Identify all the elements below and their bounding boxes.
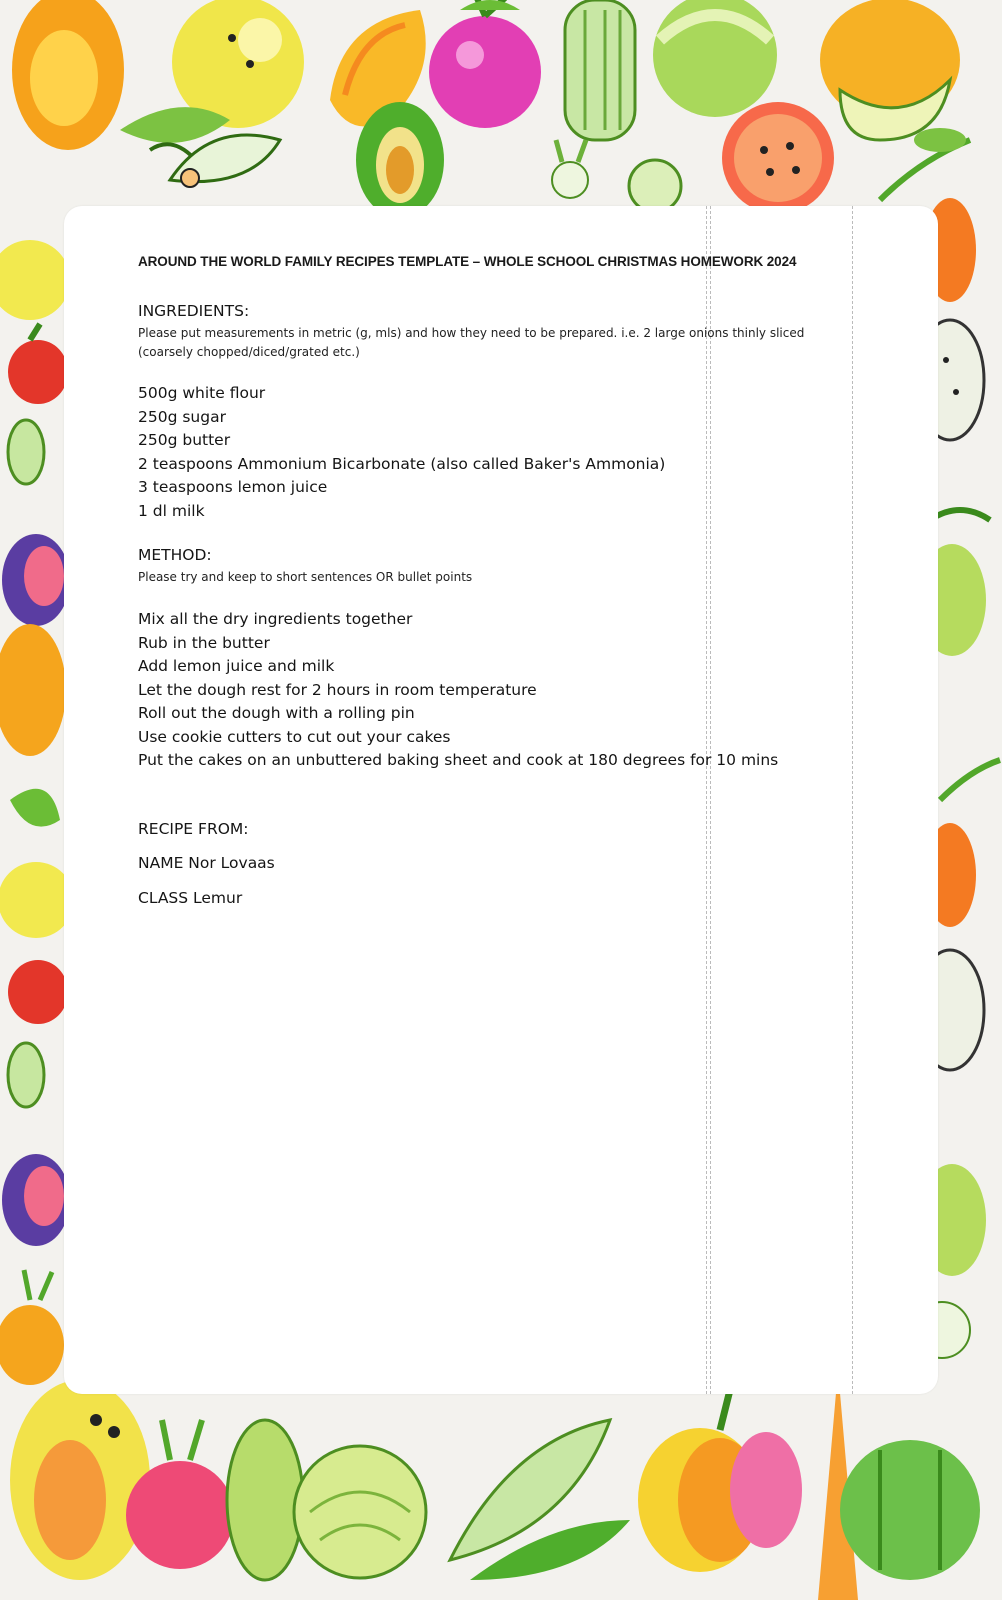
bell-pepper-icon [638, 1390, 802, 1572]
right-sprout-icon [940, 760, 1000, 800]
turnip-icon [227, 1420, 303, 1580]
bottom-papaya-icon [10, 1380, 150, 1580]
left-lettuce-icon [8, 1043, 44, 1107]
ingredients-instruction-cont: (coarsely chopped/diced/grated etc.) [138, 345, 360, 359]
green-pumpkin-icon [840, 1440, 980, 1580]
cabbage-icon [294, 1446, 426, 1578]
ingredients-list [138, 382, 665, 523]
left-leaf-icon [10, 789, 60, 827]
method-step: Put the cakes on an unbuttered baking sheet and cook at 180 degrees for 10 mins [138, 751, 779, 769]
magenta-fruit-icon [429, 0, 541, 128]
lemon-icon [0, 240, 70, 320]
tomato-half-icon [722, 102, 834, 214]
method-step: Use cookie cutters to cut out your cakes [138, 727, 451, 746]
lettuce-leaf-icon [8, 420, 44, 484]
method-steps [138, 608, 778, 773]
papaya-icon [12, 0, 124, 150]
radish-small-icon [552, 140, 588, 198]
small-onion-icon [629, 160, 681, 212]
eggplant-slice-icon [2, 534, 70, 626]
method-instruction: Please try and keep to short sentences OR bullet points [138, 570, 473, 584]
ingredient-item: 1 dl milk [138, 501, 205, 520]
scan-artifact-line [852, 206, 853, 1394]
left-lemon-icon [0, 862, 74, 938]
red-pepper-icon [8, 324, 68, 404]
author-class: CLASS Lemur [138, 889, 243, 907]
method-step: Roll out the dough with a rolling pin [138, 704, 415, 722]
method-step: Add lemon juice and milk [138, 657, 335, 675]
method-step: Rub in the butter [138, 633, 270, 652]
recipe-from-heading: RECIPE FROM: [138, 820, 249, 838]
method-step: Let the dough rest for 2 hours in room temperature [138, 680, 537, 699]
document-title: AROUND THE WORLD FAMILY RECIPES TEMPLATE – WHOLE SCHOOL CHRISTMAS HOMEWORK 2024 [138, 254, 797, 269]
left-orange-fruit-icon [0, 1270, 64, 1385]
left-red-pepper-icon [8, 960, 68, 1024]
recipe-sheet [64, 206, 938, 1394]
ingredient-item: 2 teaspoons Ammonium Bicarbonate (also called Baker's Ammonia) [138, 454, 666, 473]
ingredients-heading: INGREDIENTS: [138, 302, 250, 320]
ingredients-instruction: Please put measurements in metric (g, mls) and how they need to be prepared. i.e. 2 large onions thinly sliced [138, 326, 805, 340]
leek-icon [450, 1420, 630, 1580]
celery-icon [565, 0, 635, 140]
orange-gourd-icon [0, 624, 66, 756]
melon-icon [653, 0, 777, 117]
ingredient-item: 250g butter [138, 431, 231, 449]
method-step: Mix all the dry ingredients together [138, 610, 413, 628]
ingredient-item: 3 teaspoons lemon juice [138, 478, 328, 496]
avocado-icon [356, 102, 444, 218]
author-name: NAME Nor Lovaas [138, 854, 275, 872]
left-eggplant-icon [2, 1154, 70, 1246]
ingredient-item: 500g white flour [138, 384, 266, 402]
orange-mango-icon [820, 0, 960, 140]
scan-artifact-line [706, 206, 707, 1394]
method-heading: METHOD: [138, 546, 212, 564]
scan-artifact-line [710, 206, 711, 1394]
ingredient-item: 250g sugar [138, 407, 226, 426]
